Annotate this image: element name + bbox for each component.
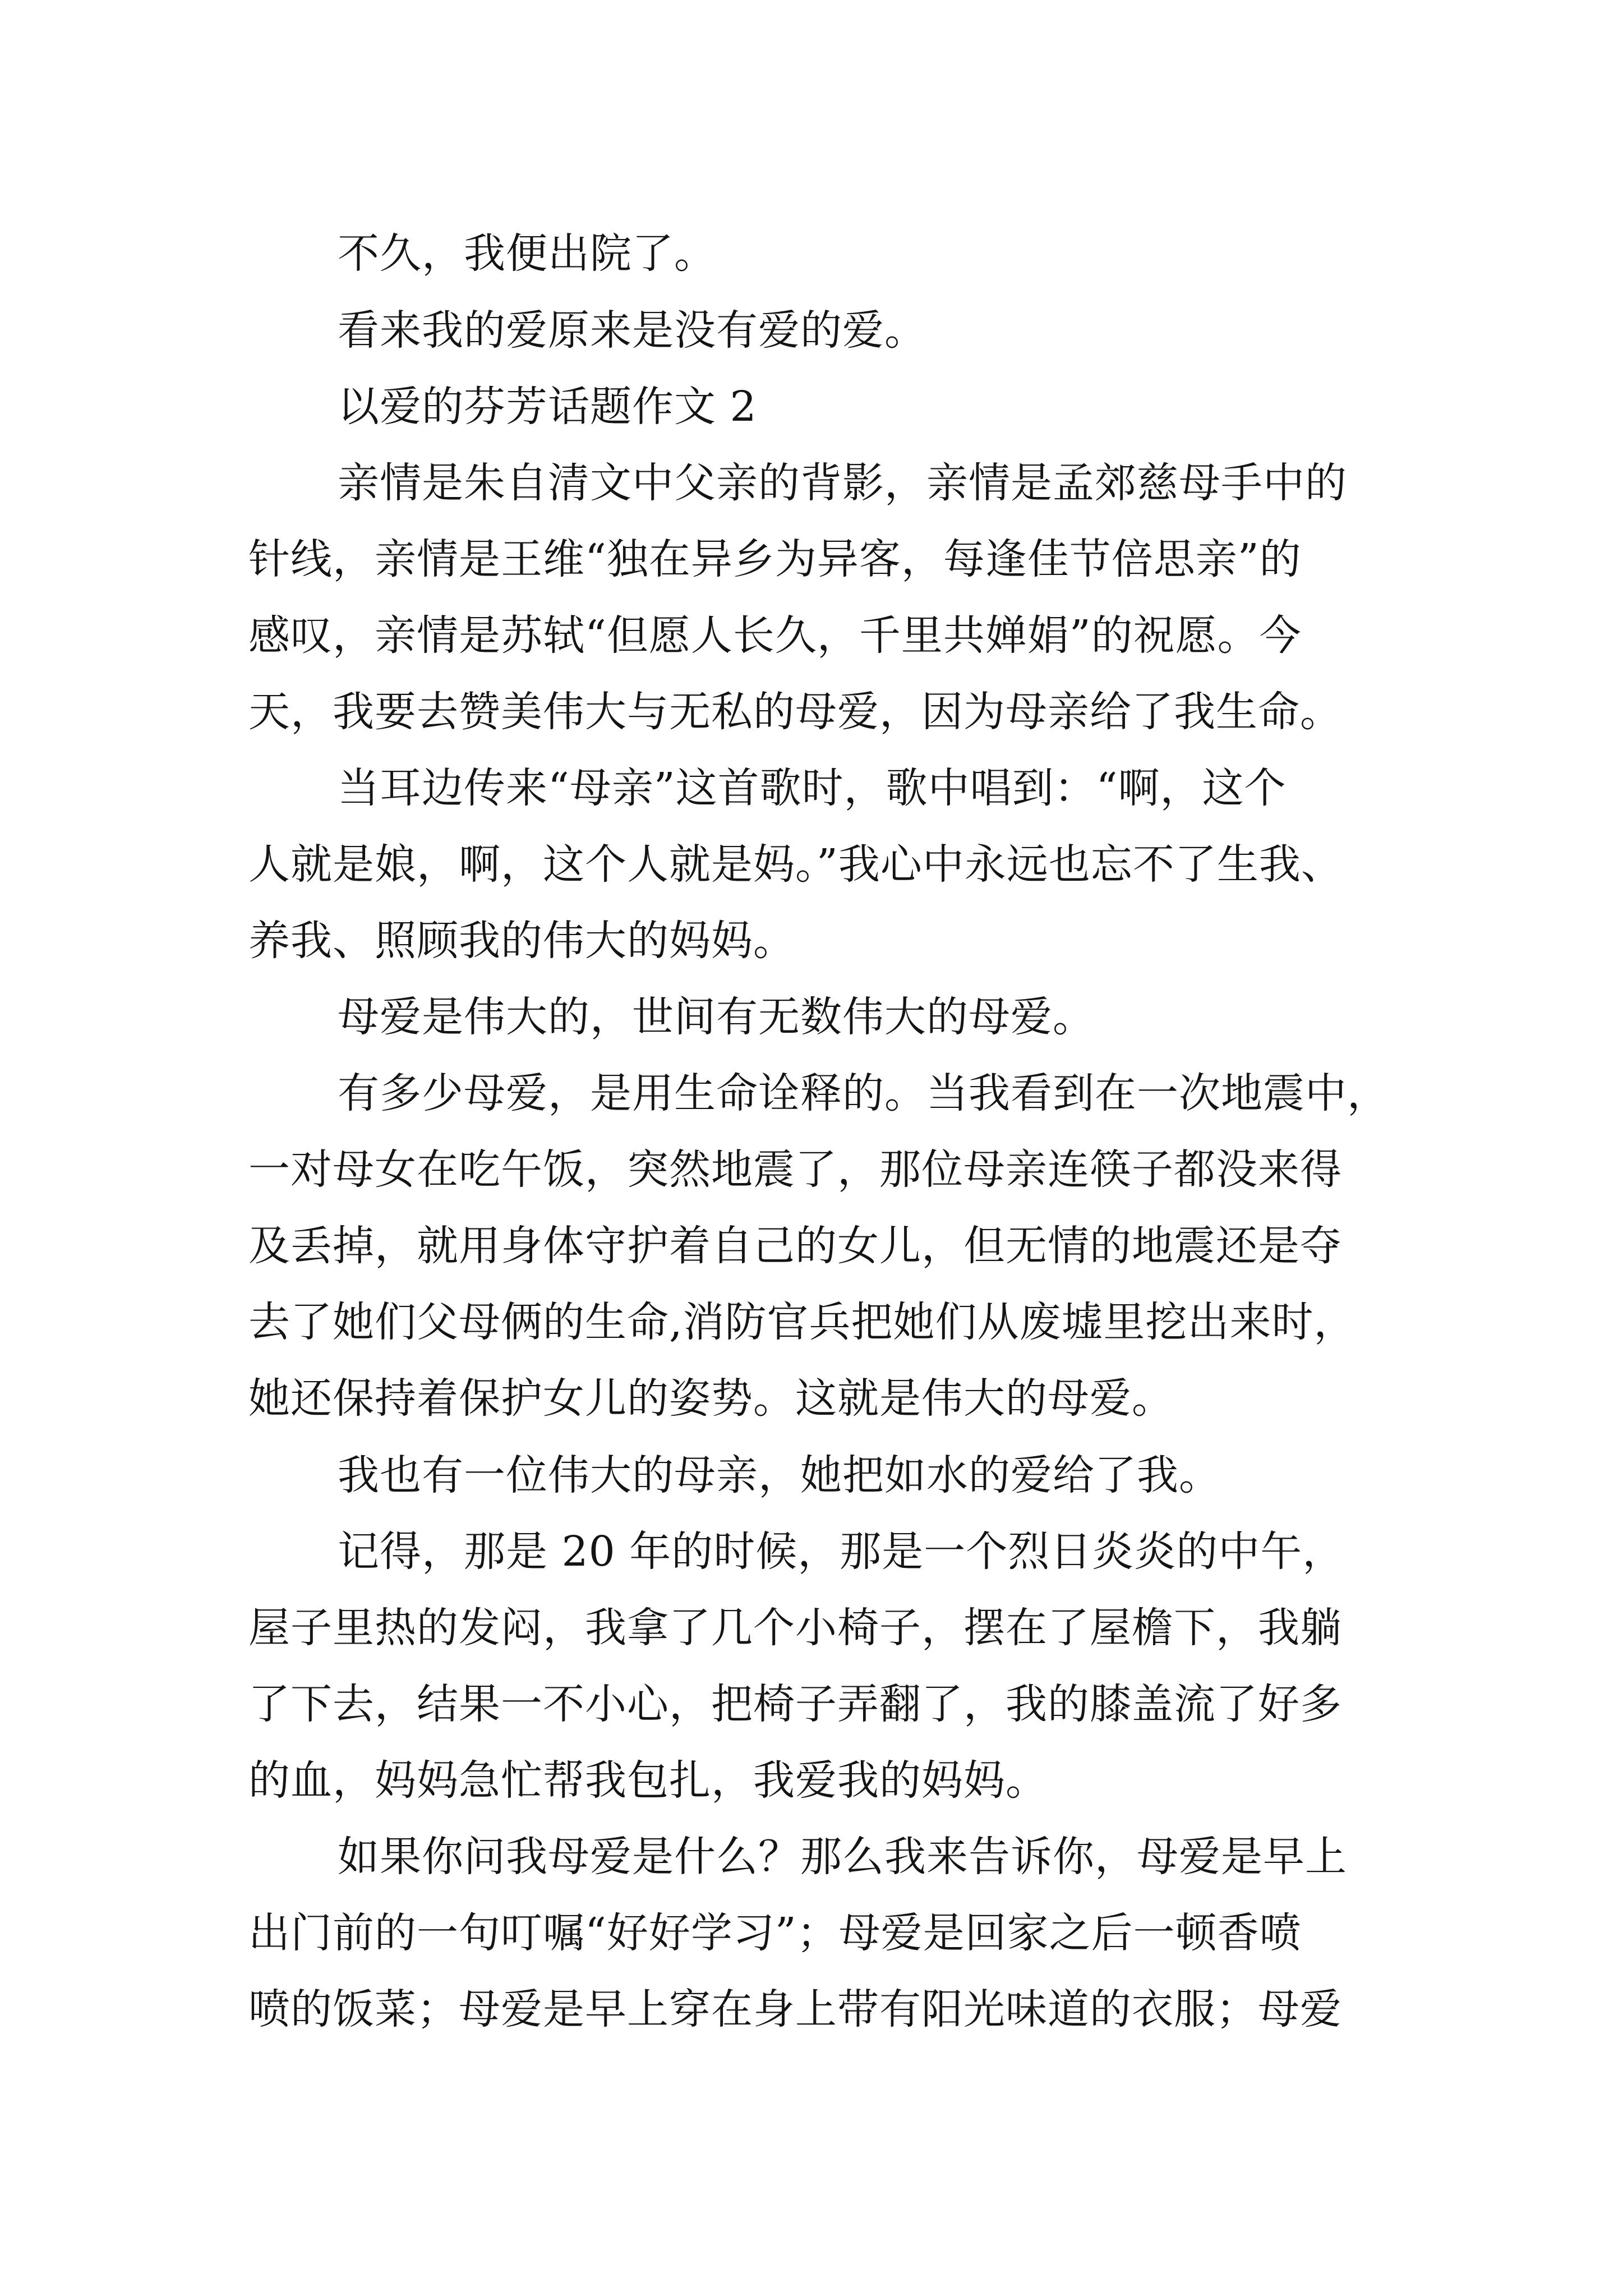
paragraph-line: 喷的饭菜；母爱是早上穿在身上带有阳光味道的衣服；母爱 [248, 1985, 1342, 2033]
paragraph-line: 亲情是朱自清文中父亲的背影，亲情是孟郊慈母手中的 [338, 459, 1347, 507]
paragraph-line: 养我、照顾我的伟大的妈妈。 [248, 917, 795, 965]
paragraph-line: 看来我的爱原来是没有爱的爱。 [338, 306, 926, 355]
paragraph-line: 我也有一位伟大的母亲，她把如水的爱给了我。 [338, 1451, 1221, 1499]
paragraph-line: 的血，妈妈急忙帮我包扎，我爱我的妈妈。 [248, 1756, 1048, 1805]
paragraph-line: 当耳边传来“母亲”这首歌时，歌中唱到：“啊，这个 [338, 764, 1287, 812]
section-heading: 以爱的芬芳话题作文 2 [338, 383, 757, 431]
paragraph-line: 她还保持着保护女儿的姿势。这就是伟大的母爱。 [248, 1374, 1174, 1423]
paragraph-line: 去了她们父母俩的生命,消防官兵把她们从废墟里挖出来时， [248, 1298, 1356, 1346]
paragraph-line: 如果你问我母爱是什么？那么我来告诉你，母爱是早上 [338, 1833, 1347, 1881]
paragraph-line: 不久，我便出院了。 [338, 229, 716, 278]
paragraph-line: 针线，亲情是王维“独在异乡为异客，每逢佳节倍思亲”的 [248, 535, 1302, 583]
paragraph-line: 天，我要去赞美伟大与无私的母爱，因为母亲给了我生命。 [248, 688, 1342, 736]
paragraph-line: 人就是娘，啊，这个人就是妈。”我心中永远也忘不了生我、 [248, 840, 1343, 889]
paragraph-line: 屋子里热的发闷，我拿了几个小椅子，摆在了屋檐下，我躺 [248, 1604, 1342, 1652]
paragraph-line: 了下去，结果一不小心，把椅子弄翻了，我的膝盖流了好多 [248, 1680, 1342, 1728]
paragraph-line: 有多少母爱，是用生命诠释的。当我看到在一次地震中， [338, 1069, 1389, 1117]
paragraph-line: 母爱是伟大的，世间有无数伟大的母爱。 [338, 993, 1095, 1041]
paragraph-line: 出门前的一句叮嘱“好好学习”；母爱是回家之后一顿香喷 [248, 1909, 1302, 1957]
paragraph-line: 记得，那是 20 年的时候，那是一个烈日炎炎的中午， [338, 1527, 1345, 1576]
paragraph-line: 感叹，亲情是苏轼“但愿人长久，千里共婵娟”的祝愿。今 [248, 611, 1302, 660]
paragraph-line: 及丢掉，就用身体守护着自己的女儿，但无情的地震还是夺 [248, 1222, 1342, 1270]
paragraph-line: 一对母女在吃午饭，突然地震了，那位母亲连筷子都没来得 [248, 1145, 1342, 1194]
